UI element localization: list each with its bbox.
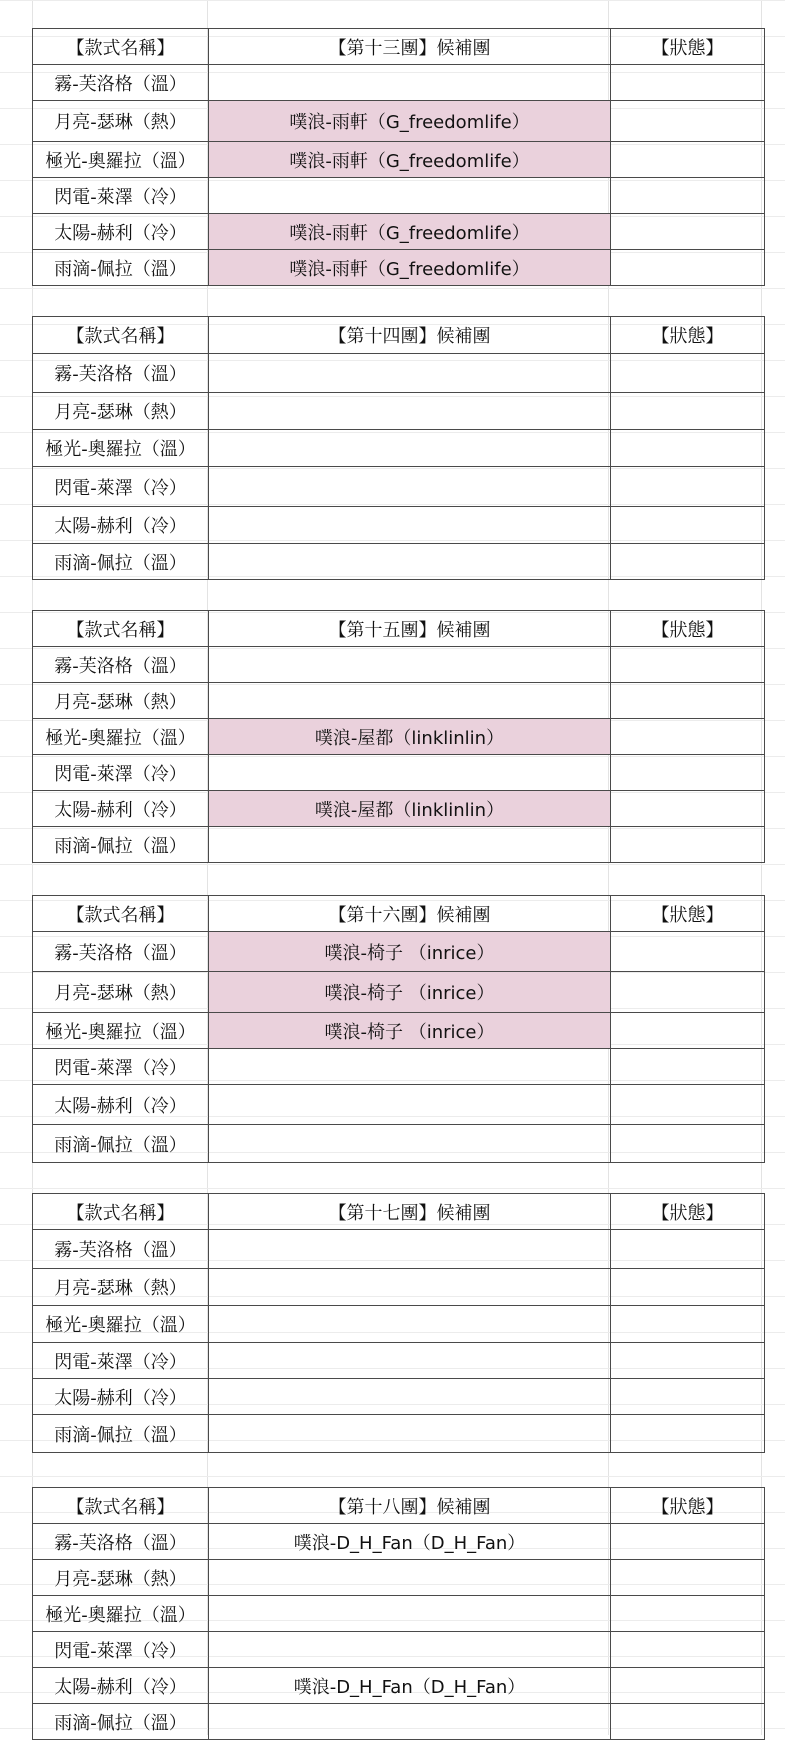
table-row [33,1269,765,1306]
section-table [32,610,765,863]
section-table [32,1193,765,1453]
section-table [32,895,765,1163]
status-cell[interactable] [611,827,765,863]
member-cell[interactable]: 噗浪-椅子 （inrice） [209,932,611,972]
grid-row-line [0,0,785,1]
status-cell[interactable] [611,1269,765,1306]
table-row [33,467,765,507]
style-name-cell[interactable]: 霧-芙洛格（溫） [33,1230,209,1269]
table-row [33,647,765,683]
status-cell[interactable] [611,430,765,467]
table-row [33,354,765,393]
style-name-cell[interactable]: 太陽-赫利（冷） [33,791,209,827]
style-name-cell[interactable]: 閃電-萊澤（冷） [33,1632,209,1668]
table-row [33,101,765,142]
style-name-cell[interactable]: 太陽-赫利（冷） [33,214,209,250]
table-row [33,1596,765,1632]
table-row [33,65,765,101]
member-cell[interactable] [209,430,611,467]
style-name-cell[interactable]: 極光-奧羅拉（溫） [33,1596,209,1632]
table-row [33,1668,765,1704]
style-name-cell[interactable]: 雨滴-佩拉（溫） [33,1415,209,1453]
member-cell[interactable]: 噗浪-雨軒（G_freedomlife） [209,101,611,142]
status-cell[interactable] [611,1596,765,1632]
status-header-cell[interactable]: 【狀態】 [611,611,765,647]
member-cell[interactable] [209,1415,611,1453]
header-row [33,1194,765,1230]
member-cell[interactable] [209,827,611,863]
style-name-cell[interactable]: 霧-芙洛格（溫） [33,647,209,683]
table-row [33,430,765,467]
style-name-cell[interactable]: 月亮-瑟琳（熱） [33,1269,209,1306]
table-row [33,1343,765,1379]
style-name-cell[interactable]: 雨滴-佩拉（溫） [33,827,209,863]
status-cell[interactable] [611,1013,765,1049]
style-name-cell[interactable]: 太陽-赫利（冷） [33,507,209,544]
status-header-cell[interactable]: 【狀態】 [611,896,765,932]
style-name-cell[interactable]: 雨滴-佩拉（溫） [33,1125,209,1163]
member-cell[interactable] [209,354,611,393]
style-name-cell[interactable]: 太陽-赫利（冷） [33,1085,209,1125]
status-cell[interactable] [611,1049,765,1085]
table-row [33,1415,765,1453]
header-row [33,1488,765,1524]
table-row [33,250,765,286]
member-cell[interactable] [209,1085,611,1125]
style-name-cell[interactable]: 太陽-赫利（冷） [33,1379,209,1415]
style-name-cell[interactable]: 月亮-瑟琳（熱） [33,683,209,719]
status-cell[interactable] [611,972,765,1013]
status-cell[interactable] [611,1524,765,1560]
style-name-header-cell[interactable]: 【款式名稱】 [33,1488,209,1524]
table-row [33,142,765,178]
status-header-cell[interactable]: 【狀態】 [611,1488,765,1524]
grid-row-line [0,1476,785,1477]
status-cell[interactable] [611,791,765,827]
style-name-cell[interactable]: 閃電-萊澤（冷） [33,755,209,791]
member-cell[interactable] [209,1632,611,1668]
style-name-cell[interactable]: 極光-奧羅拉（溫） [33,719,209,755]
table-row [33,507,765,544]
member-cell[interactable] [209,544,611,580]
member-cell[interactable]: 噗浪-D_H_Fan（D_H_Fan） [209,1668,611,1704]
status-cell[interactable] [611,178,765,214]
table-row [33,719,765,755]
status-cell[interactable] [611,544,765,580]
member-cell[interactable] [209,1269,611,1306]
member-cell[interactable] [209,683,611,719]
status-cell[interactable] [611,214,765,250]
style-name-cell[interactable]: 極光-奧羅拉（溫） [33,1306,209,1343]
style-name-cell[interactable]: 月亮-瑟琳（熱） [33,101,209,142]
member-cell[interactable] [209,1306,611,1343]
header-row [33,611,765,647]
member-cell[interactable] [209,1704,611,1740]
table-row [33,1632,765,1668]
member-cell[interactable] [209,65,611,101]
status-header-cell[interactable]: 【狀態】 [611,317,765,354]
status-cell[interactable] [611,1230,765,1269]
table-row [33,791,765,827]
status-cell[interactable] [611,1379,765,1415]
group-title-cell[interactable]: 【第十四團】候補團 [209,317,611,354]
member-cell[interactable] [209,178,611,214]
header-row [33,896,765,932]
style-name-cell[interactable]: 太陽-赫利（冷） [33,1668,209,1704]
table-row [33,1306,765,1343]
status-cell[interactable] [611,142,765,178]
status-cell[interactable] [611,1343,765,1379]
member-cell[interactable]: 噗浪-雨軒（G_freedomlife） [209,250,611,286]
group-title-cell[interactable]: 【第十八團】候補團 [209,1488,611,1524]
section-table [32,316,765,580]
group-title-cell[interactable]: 【第十六團】候補團 [209,896,611,932]
member-cell[interactable]: 噗浪-屋都（linklinlin） [209,719,611,755]
member-cell[interactable] [209,1230,611,1269]
status-cell[interactable] [611,101,765,142]
status-cell[interactable] [611,719,765,755]
style-name-header-cell[interactable]: 【款式名稱】 [33,896,209,932]
member-cell[interactable] [209,1596,611,1632]
style-name-cell[interactable]: 霧-芙洛格（溫） [33,932,209,972]
table-row [33,1704,765,1740]
style-name-cell[interactable]: 月亮-瑟琳（熱） [33,972,209,1013]
member-cell[interactable] [209,647,611,683]
member-cell[interactable] [209,1125,611,1163]
section-table [32,1487,765,1740]
table-row [33,544,765,580]
status-cell[interactable] [611,507,765,544]
table-row [33,1230,765,1269]
table-row [33,1379,765,1415]
style-name-cell[interactable]: 極光-奧羅拉（溫） [33,142,209,178]
grid-row-line [0,288,785,289]
member-cell[interactable] [209,755,611,791]
status-cell[interactable] [611,932,765,972]
member-cell[interactable]: 噗浪-椅子 （inrice） [209,1013,611,1049]
style-name-header-cell[interactable]: 【款式名稱】 [33,317,209,354]
status-header-cell[interactable]: 【狀態】 [611,1194,765,1230]
table-row [33,972,765,1013]
status-cell[interactable] [611,1085,765,1125]
group-title-cell[interactable]: 【第十七團】候補團 [209,1194,611,1230]
member-cell[interactable] [209,1343,611,1379]
table-row [33,932,765,972]
status-header-cell[interactable]: 【狀態】 [611,29,765,65]
style-name-header-cell[interactable]: 【款式名稱】 [33,1194,209,1230]
status-cell[interactable] [611,354,765,393]
grid-row-line [0,1188,785,1189]
style-name-cell[interactable]: 雨滴-佩拉（溫） [33,544,209,580]
style-name-cell[interactable]: 雨滴-佩拉（溫） [33,1704,209,1740]
style-name-cell[interactable]: 月亮-瑟琳（熱） [33,1560,209,1596]
table-row [33,755,765,791]
member-cell[interactable] [209,507,611,544]
status-cell[interactable] [611,755,765,791]
member-cell[interactable] [209,1049,611,1085]
member-cell[interactable]: 噗浪-雨軒（G_freedomlife） [209,214,611,250]
status-cell[interactable] [611,1415,765,1453]
status-cell[interactable] [611,65,765,101]
header-row [33,29,765,65]
header-row [33,317,765,354]
style-name-cell[interactable]: 霧-芙洛格（溫） [33,65,209,101]
style-name-cell[interactable]: 雨滴-佩拉（溫） [33,250,209,286]
style-name-cell[interactable]: 閃電-萊澤（冷） [33,467,209,507]
member-cell[interactable]: 噗浪-D_H_Fan（D_H_Fan） [209,1524,611,1560]
table-row [33,1049,765,1085]
status-cell[interactable] [611,393,765,430]
table-row [33,393,765,430]
section-table [32,28,765,286]
status-cell[interactable] [611,1704,765,1740]
group-title-cell[interactable]: 【第十五團】候補團 [209,611,611,647]
table-row [33,1524,765,1560]
style-name-cell[interactable]: 霧-芙洛格（溫） [33,1524,209,1560]
status-cell[interactable] [611,1668,765,1704]
style-name-cell[interactable]: 閃電-萊澤（冷） [33,1049,209,1085]
table-row [33,1125,765,1163]
style-name-cell[interactable]: 霧-芙洛格（溫） [33,354,209,393]
style-name-cell[interactable]: 極光-奧羅拉（溫） [33,1013,209,1049]
style-name-header-cell[interactable]: 【款式名稱】 [33,29,209,65]
grid-row-line [0,864,785,865]
member-cell[interactable] [209,1560,611,1596]
member-cell[interactable] [209,467,611,507]
member-cell[interactable]: 噗浪-雨軒（G_freedomlife） [209,142,611,178]
status-cell[interactable] [611,647,765,683]
status-cell[interactable] [611,250,765,286]
table-row [33,1085,765,1125]
style-name-cell[interactable]: 閃電-萊澤（冷） [33,178,209,214]
style-name-cell[interactable]: 月亮-瑟琳（熱） [33,393,209,430]
member-cell[interactable]: 噗浪-椅子 （inrice） [209,972,611,1013]
style-name-cell[interactable]: 極光-奧羅拉（溫） [33,430,209,467]
style-name-header-cell[interactable]: 【款式名稱】 [33,611,209,647]
status-cell[interactable] [611,1125,765,1163]
member-cell[interactable]: 噗浪-屋都（linklinlin） [209,791,611,827]
table-row [33,827,765,863]
status-cell[interactable] [611,467,765,507]
table-row [33,1560,765,1596]
status-cell[interactable] [611,1560,765,1596]
status-cell[interactable] [611,1632,765,1668]
table-row [33,1013,765,1049]
status-cell[interactable] [611,1306,765,1343]
group-title-cell[interactable]: 【第十三團】候補團 [209,29,611,65]
member-cell[interactable] [209,1379,611,1415]
status-cell[interactable] [611,683,765,719]
member-cell[interactable] [209,393,611,430]
table-row [33,178,765,214]
style-name-cell[interactable]: 閃電-萊澤（冷） [33,1343,209,1379]
table-row [33,214,765,250]
table-row [33,683,765,719]
